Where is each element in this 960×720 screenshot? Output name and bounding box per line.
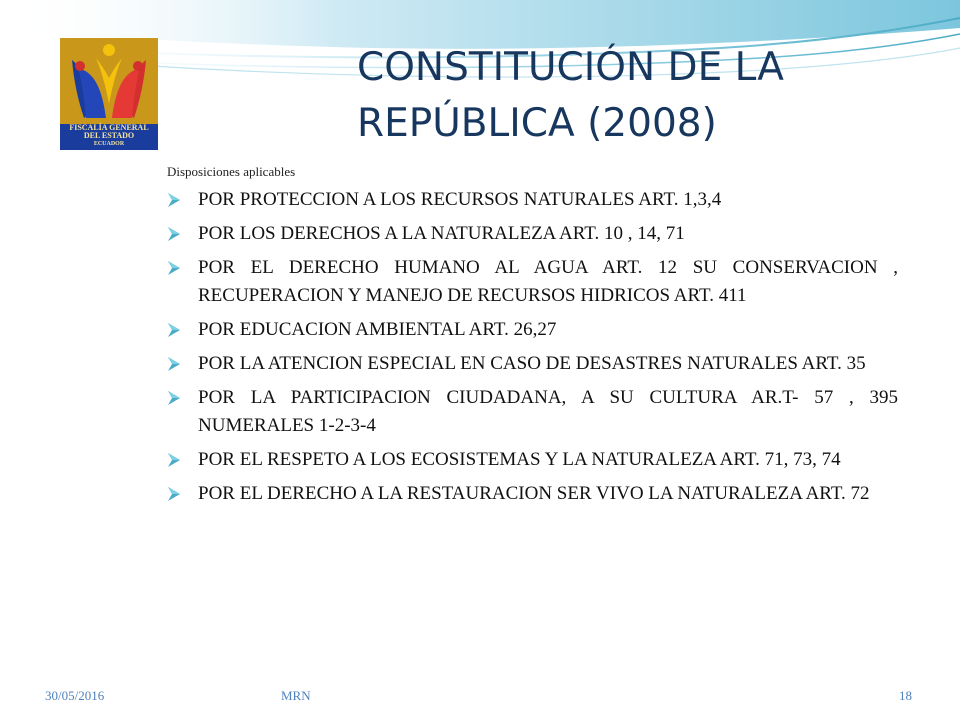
logo-text-line2: DEL ESTADO: [83, 131, 135, 140]
arrow-bullet-icon: [166, 226, 182, 242]
bullet-item: [166, 384, 898, 440]
bullet-text: POR PROTECCION A LOS RECURSOS NATURALES ART. 1,3,4: [198, 189, 722, 210]
bullet-text: POR EL RESPETO A LOS ECOSISTEMAS Y LA NATURALEZA ART. 71, 73, 74: [198, 449, 841, 470]
slide-title-line2: REPÚBLICA (2008): [357, 101, 717, 146]
bullet-item: [166, 350, 898, 378]
bullet-item: [166, 446, 898, 474]
footer-date: 30/05/2016: [45, 688, 105, 703]
slide-subtitle: Disposiciones aplicables: [167, 164, 296, 179]
slide-title: [357, 40, 917, 152]
fiscalia-logo: [60, 38, 158, 150]
bullet-text: POR EL DERECHO HUMANO AL AGUA ART. 12 SU CONSERVACION , RECUPERACION Y MANEJO DE RECURSOS HIDRICOS ART. 411: [198, 257, 898, 306]
bullet-item: [166, 254, 898, 310]
footer-page-number: 18: [899, 688, 912, 703]
bullet-item: [166, 186, 898, 214]
bullet-item: [166, 316, 898, 344]
arrow-bullet-icon: [166, 192, 182, 208]
bullet-list: [166, 186, 898, 514]
bullet-item: [166, 220, 898, 248]
bullet-text: POR EDUCACION AMBIENTAL ART. 26,27: [198, 319, 557, 340]
arrow-bullet-icon: [166, 390, 182, 406]
logo-text-line3: ECUADOR: [93, 141, 125, 147]
logo-text-line1: FISCALÍA GENERAL: [69, 123, 149, 132]
arrow-bullet-icon: [166, 486, 182, 502]
slide-title-line1: CONSTITUCIÓN DE LA: [357, 45, 784, 90]
bullet-text: POR LA ATENCION ESPECIAL EN CASO DE DESASTRES NATURALES ART. 35: [198, 353, 866, 374]
bullet-item: [166, 480, 898, 508]
bullet-text: POR LOS DERECHOS A LA NATURALEZA ART. 10 , 14, 71: [198, 223, 685, 244]
footer-author: MRN: [281, 688, 311, 703]
arrow-bullet-icon: [166, 452, 182, 468]
bullet-text: POR EL DERECHO A LA RESTAURACION SER VIVO LA NATURALEZA ART. 72: [198, 483, 870, 504]
arrow-bullet-icon: [166, 260, 182, 276]
arrow-bullet-icon: [166, 356, 182, 372]
bullet-text: POR LA PARTICIPACION CIUDADANA, A SU CULTURA AR.T- 57 , 395 NUMERALES 1-2-3-4: [198, 387, 898, 436]
arrow-bullet-icon: [166, 322, 182, 338]
